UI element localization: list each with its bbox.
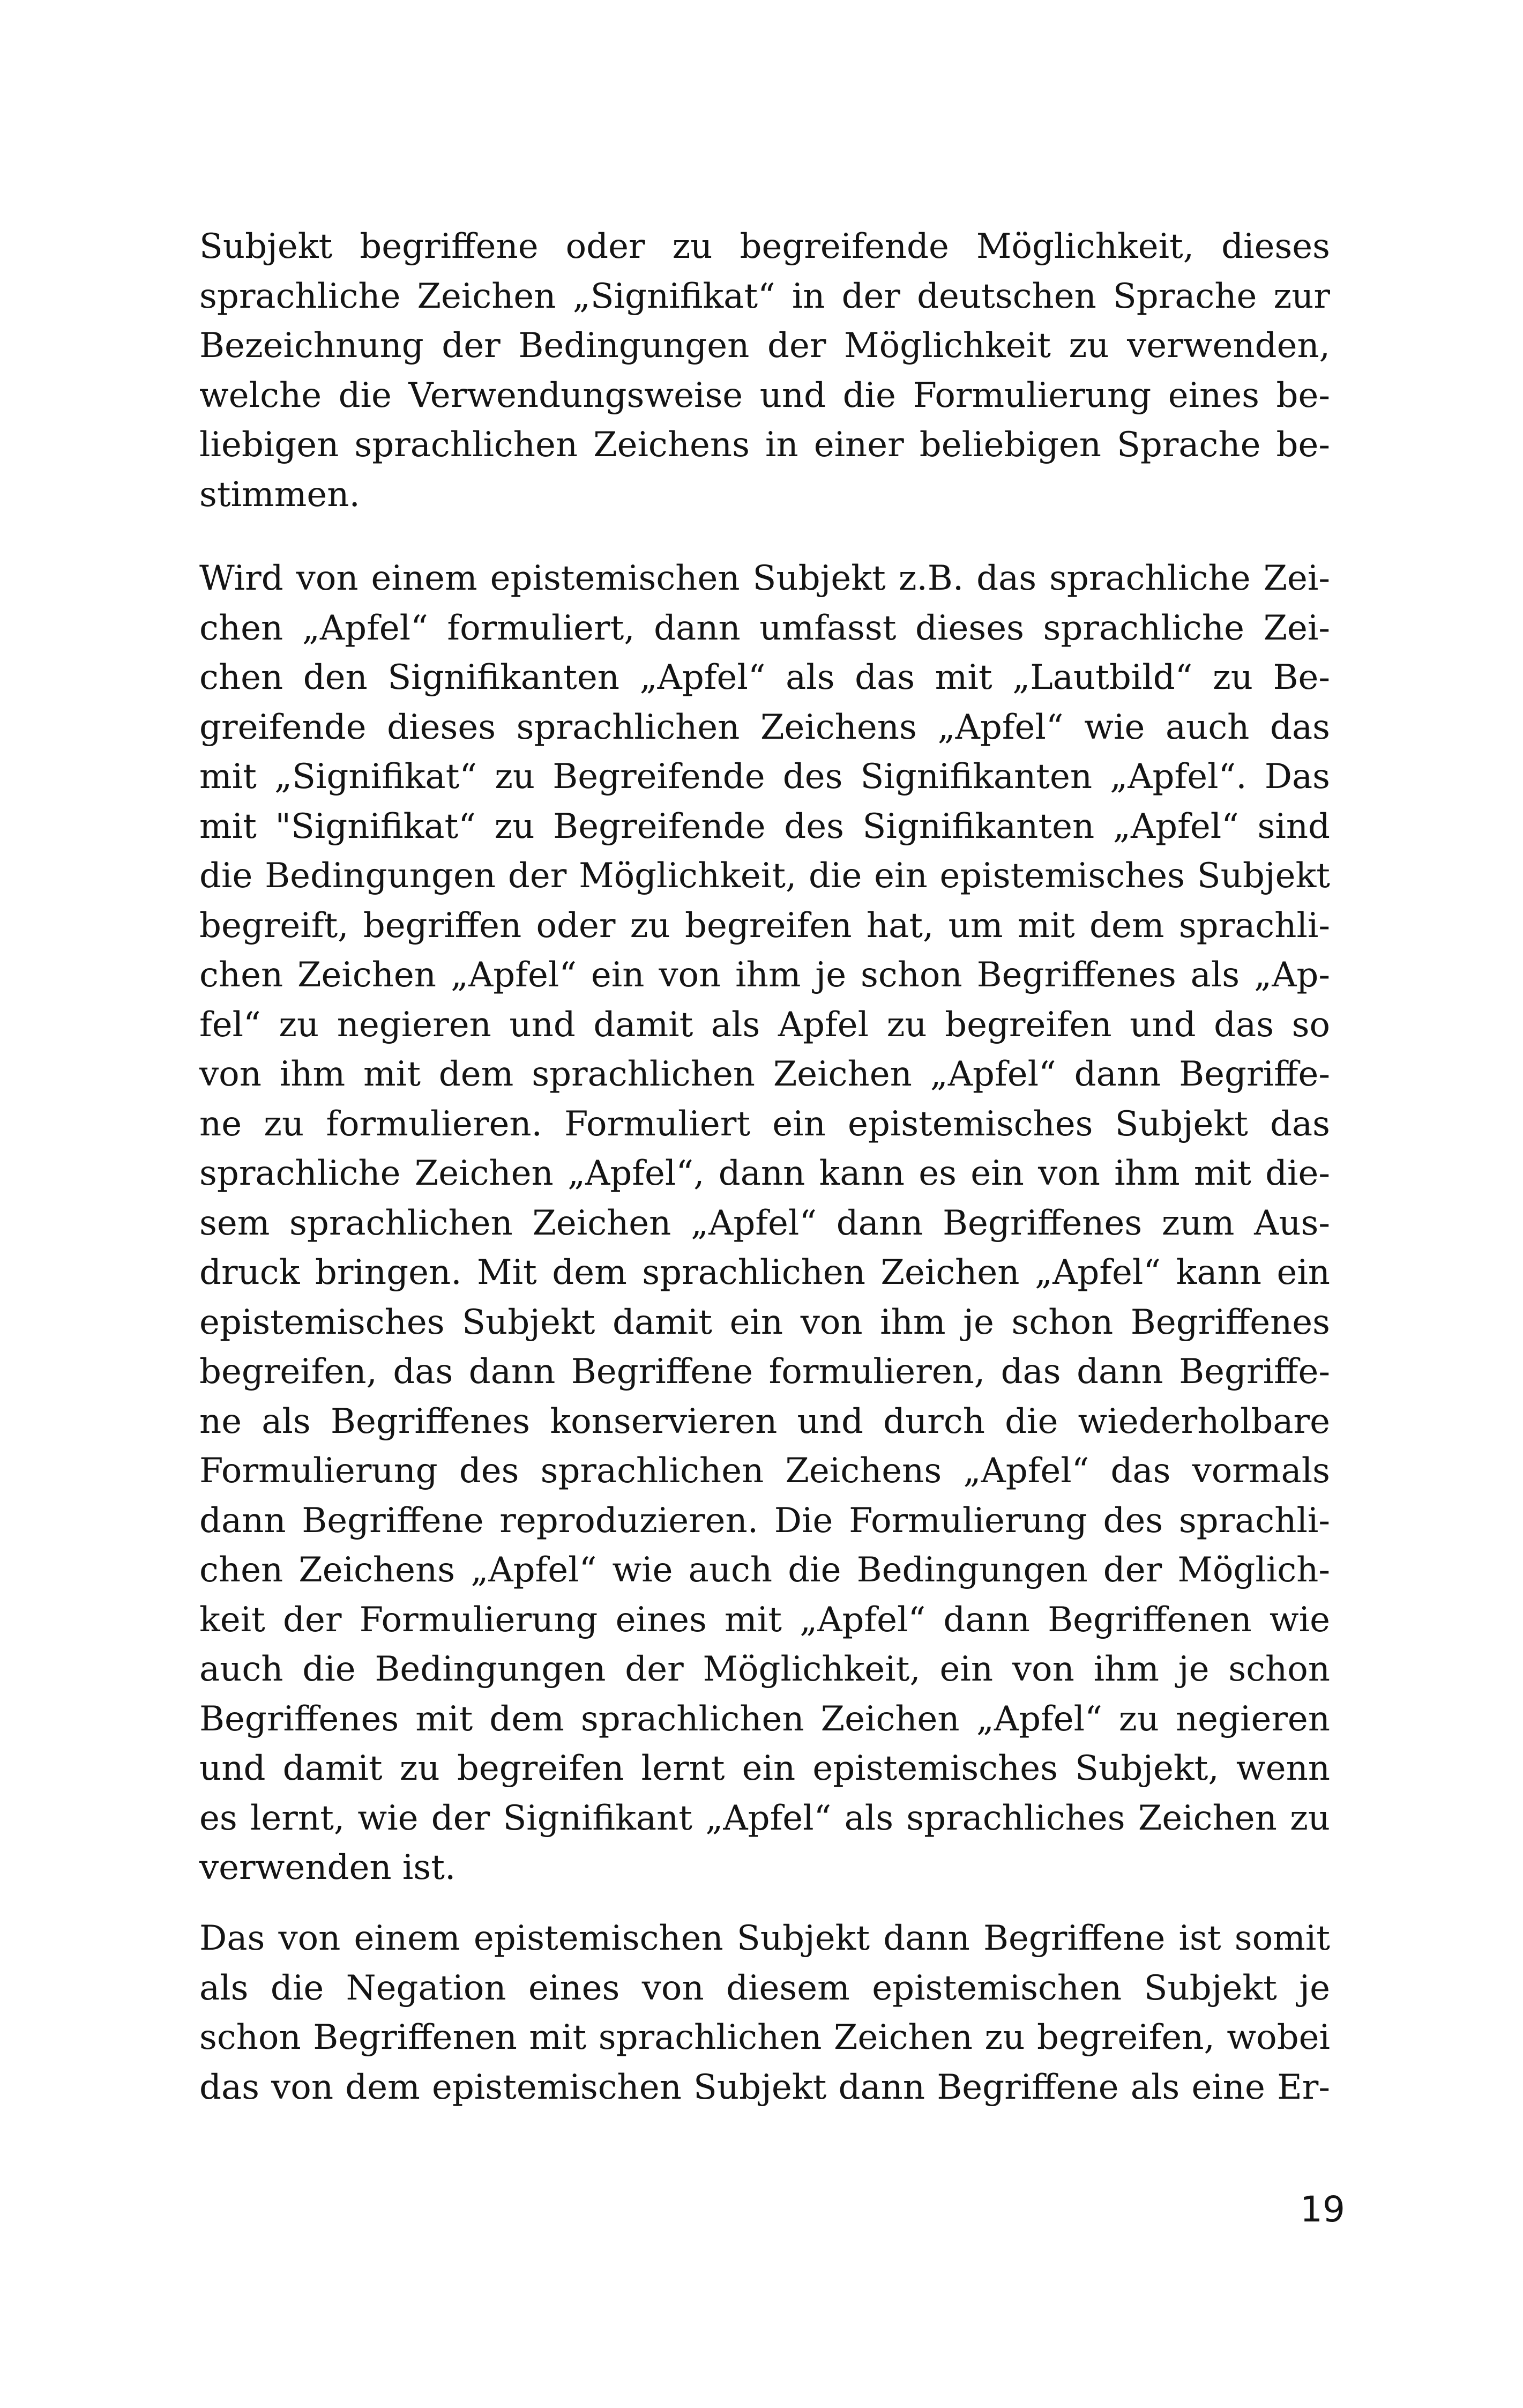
text-line: mit „Signifikat“ zu Begreifende des Signifikanten „Apfel“. Das: [199, 757, 1330, 797]
text-line: chen Zeichen „Apfel“ ein von ihm je schon Begriffenes als „Ap-: [199, 955, 1330, 995]
text-line: epistemisches Subjekt damit ein von ihm je schon Begriffenes: [199, 1302, 1330, 1342]
text-line: chen Zeichens „Apfel“ wie auch die Bedingungen der Möglich-: [199, 1550, 1330, 1590]
paragraph-3: [199, 1914, 1330, 2112]
text-line: von ihm mit dem sprachlichen Zeichen „Apfel“ dann Begriffe-: [199, 1054, 1330, 1094]
text-line: ne zu formulieren. Formuliert ein epistemisches Subjekt das: [199, 1104, 1330, 1144]
text-line: chen den Signifikanten „Apfel“ als das mit „Lautbild“ zu Be-: [199, 658, 1330, 697]
page-number: 19: [1300, 2189, 1345, 2230]
text-line: begreift, begriffen oder zu begreifen hat, um mit dem sprachli-: [199, 905, 1330, 946]
text-line: welche die Verwendungsweise und die Formulierung eines be-: [199, 375, 1330, 415]
text-line: sprachliche Zeichen „Apfel“, dann kann es ein von ihm mit die-: [199, 1154, 1330, 1193]
text-line: chen „Apfel“ formuliert, dann umfasst dieses sprachliche Zei-: [199, 608, 1330, 648]
paragraph-2: [199, 554, 1330, 1893]
text-line: druck bringen. Mit dem sprachlichen Zeichen „Apfel“ kann ein: [199, 1253, 1330, 1292]
text-line: Subjekt begriffene oder zu begreifende Möglichkeit, dieses: [199, 227, 1330, 266]
text-line: sprachliche Zeichen „Signifikat“ in der deutschen Sprache zur: [199, 276, 1330, 316]
paragraph-1: [199, 222, 1330, 519]
text-line: greifende dieses sprachlichen Zeichens „Apfel“ wie auch das: [199, 707, 1330, 747]
text-line: verwenden ist.: [199, 1848, 456, 1887]
text-line: Begriffenes mit dem sprachlichen Zeichen „Apfel“ zu negieren: [199, 1699, 1330, 1739]
text-line: als die Negation eines von diesem epistemischen Subjekt je: [199, 1968, 1330, 2008]
text-line: Bezeichnung der Bedingungen der Möglichkeit zu verwenden,: [199, 326, 1330, 366]
text-line: die Bedingungen der Möglichkeit, die ein epistemisches Subjekt: [199, 856, 1330, 896]
text-line: Formulierung des sprachlichen Zeichens „Apfel“ das vormals: [199, 1451, 1330, 1491]
text-line: Wird von einem epistemischen Subjekt z.B. das sprachliche Zei-: [199, 559, 1330, 598]
text-line: mit "Signifikat“ zu Begreifende des Signifikanten „Apfel“ sind: [199, 806, 1330, 846]
text-line: liebigen sprachlichen Zeichens in einer beliebigen Sprache be-: [199, 425, 1330, 465]
text-line: das von dem epistemischen Subjekt dann Begriffene als eine Er-: [199, 2067, 1330, 2107]
text-line: dann Begriffene reproduzieren. Die Formulierung des sprachli-: [199, 1500, 1330, 1541]
text-line: und damit zu begreifen lernt ein epistemisches Subjekt, wenn: [199, 1749, 1330, 1788]
text-line: begreifen, das dann Begriffene formulieren, das dann Begriffe-: [199, 1352, 1330, 1392]
text-line: keit der Formulierung eines mit „Apfel“ dann Begriffenen wie: [199, 1600, 1330, 1640]
text-line: ne als Begriffenes konservieren und durch die wiederholbare: [199, 1401, 1330, 1441]
text-line: sem sprachlichen Zeichen „Apfel“ dann Begriffenes zum Aus-: [199, 1203, 1330, 1243]
text-line: es lernt, wie der Signifikant „Apfel“ als sprachliches Zeichen zu: [199, 1798, 1330, 1838]
text-line: fel“ zu negieren und damit als Apfel zu begreifen und das so: [199, 1005, 1330, 1045]
text-line: schon Begriffenen mit sprachlichen Zeichen zu begreifen, wobei: [199, 2018, 1330, 2057]
text-line: Das von einem epistemischen Subjekt dann Begriffene ist somit: [199, 1919, 1330, 1958]
text-line: auch die Bedingungen der Möglichkeit, ein von ihm je schon: [199, 1649, 1330, 1689]
text-line: stimmen.: [199, 474, 360, 515]
